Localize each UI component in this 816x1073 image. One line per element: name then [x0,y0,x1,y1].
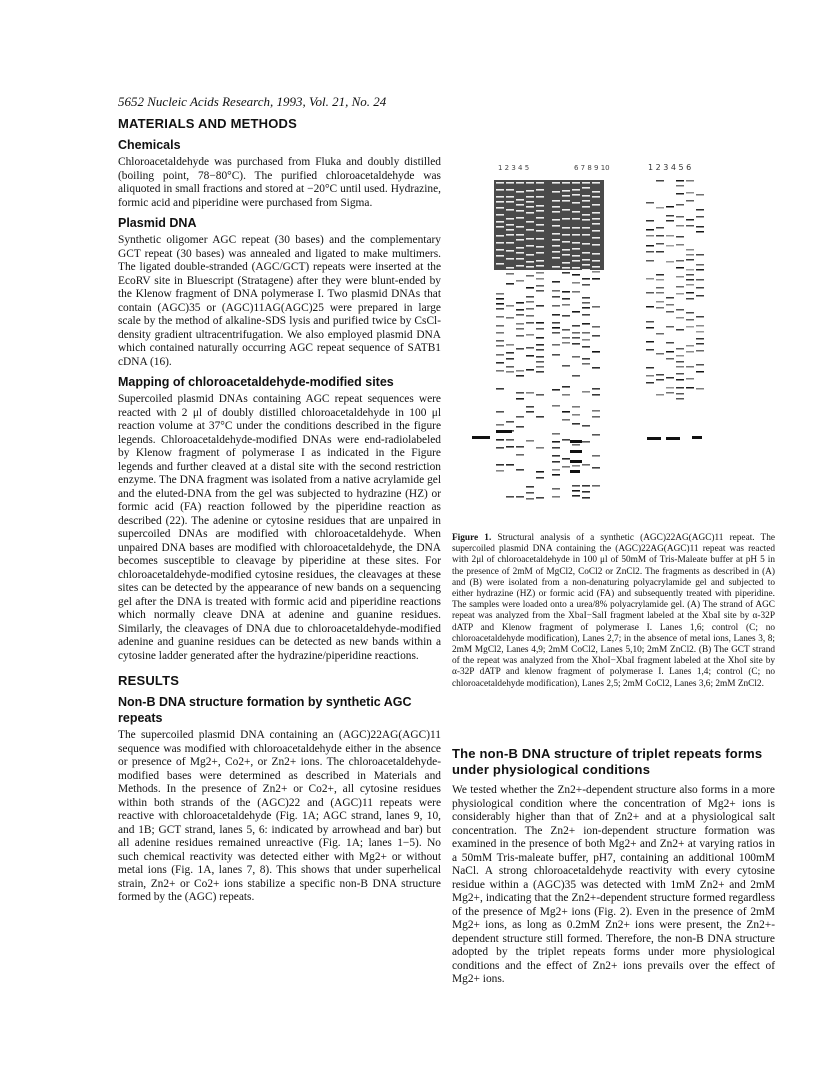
subsection-heading-mapping: Mapping of chloroacetaldehyde-modified sites [118,375,394,389]
paragraph-results: The supercoiled plasmid DNA containing an (AGC)22AG(AGC)11 sequence was modified with chloroacetaldehyde either in the absence or presence of Mg2+, Co2+, or Zn2+ ions. The chloroacetaldehyde-modified bases were determined as described in Materials and Methods. In the presence of Zn2+ or Co2+, all cytosine residues within both strands of the (AGC)22 and (AGC)11 repeats were reactive with chloroacetaldehyde (Fig. 1A; AGC strand, lanes 9, 10, and 1B; GCT strand, lanes 5, 6: indicated by arrowhead and bar) but all adenine residues remained unreactive (Fig. 1A; lanes 1−5). No such chemical reactivity was detected either with Mg2+ or without metal ions (Fig. 1A, lanes 7, 8). This shows that under superhelical strain, Zn2+ or Co2+ ions stabilize a specific non-B DNA structure formed by the (AGC) repeats. [118,729,441,903]
subsection-heading-plasmid: Plasmid DNA [118,216,197,230]
paragraph-chemicals: Chloroacetaldehyde was purchased from Fluka and doubly distilled (boiling point, 78−80°C). The purified chloroacetaldehyde was aliquoted in small fractions and stored at −20°C until used. Hydrazine, formic acid and piperidine were purchased from Sigma. [118,156,441,209]
gel-lane-numbers-a: 1 2 3 4 5 [498,164,530,172]
gel-lane-numbers-b: 1 2 3 4 5 6 [648,163,692,172]
figure-caption [452,533,775,690]
section-heading-physiological: The non-B DNA structure of triplet repeats forms under physiological conditions [452,746,763,777]
paragraph-mapping: Supercoiled plasmid DNAs containing AGC repeat sequences were reacted with 2 μl of doubly distilled chloroacetaldehyde in 100 μl reaction volume at 37°C under the conditions described in the figure legends. Chloroacetaldehyde-modified DNAs were end-radiolabeled by Klenow fragment of polymerase I as indicated in the Figure legends and further cleaved at a distal site with the second restriction enzyme. The DNA fragment was isolated from a native acrylamide gel and the eluted-DNA from the gel was subjected to hydrazine (HZ) or formic acid (FA) reaction followed by the piperidine reaction as described (22). The adenine or cytosine residues that are unpaired in supercoiled DNAs are modified with chloroacetaldehyde. When unpaired DNA bases are modified with chloroacetaldehyde, the DNA becomes susceptible to cleavage by piperidine at these sites. For chloroacetaldehyde-modified cytosine residues, the cleavages at these sites can be detected by the appearance of new bands on a sequencing gel after the DNA is treated with formic acid and piperidine reactions which normally cleave DNA at adenine and guanine residues. Similarly, the cleavages of DNA due to chloroacetaldehyde-modified adenine and guanine residues can be detected as new bands within a cytosine ladder generated after the hydrazine/piperidine reactions. [118,393,441,662]
section-heading-results: RESULTS [118,673,180,688]
gel-image [452,140,732,520]
left-column [118,116,441,910]
running-header: 5652 Nucleic Acids Research, 1993, Vol. 21, No. 24 [118,94,387,109]
gel-lane-numbers-a2: 6 7 8 9 10 [574,164,610,172]
figure-caption-text: Structural analysis of a synthetic (AGC)22AG(AGC)11 repeat. The supercoiled plasmid DNA containing the (AGC)22AG(AGC)11 repeat was reacted with 2μl of chloroacetaldehyde in 100 μl of 50mM of Tris-Maleate buffer at pH 5 in the presence of 2mM of MgCl2, CoCl2 or ZnCl2. The fragments as described in (A) and (B) were isolated from a non-denaturing polyacrylamide gel and subjected to either hydrazine (HZ) or formic acid (FA) and subsequently treated with piperidine. The samples were loaded onto a urea/8% polyacrylamide gel. (A) The strand of AGC repeat was analyzed from the XbaI−SalI fragment labeled at the XbaI site by α-32P dATP and Klenow fragment of polymerase I. Lanes 1,6; control (C; no chloroacetaldehyde modification), Lanes 2,7; in the absence of metal ions, Lanes 3, 8; 2mM MgCl2, Lanes 4,9; 2mM CoCl2, Lanes 5,10; 2mM ZnCl2. (B) The GCT strand of the repeat was analyzed from the XhoI−XbaI fragment labeled at the XhoI site by α-32P dATP and klenow fragment of polymerase I. Lanes 1,4; control (C; no chloroacetaldehyde modification), Lanes 2,5; 2mM CoCl2, Lanes 3,6; 2mM ZnCl2. [452,533,776,689]
paragraph-plasmid: Synthetic oligomer AGC repeat (30 bases) and the complementary GCT repeat (30 bases) was annealed and ligated to make multimers. The ligated double-stranded (AGC/GCT) repeats were inserted at the EcoRV site in Bluescript (Stratagene) after they were blunt-ended by the Klenow fragment of DNA polymerase I. Two plasmid DNAs that contain (AGC)35 or (AGC)11AG(AGC)25 were prepared in large scale by the method of alkaline-SDS lysis and purified twice by CsCl-density gradient ultracentrifugation. We also employed plasmid DNA which contained naturally occurring AGC repeat sequence of SATB1 cDNA (16). [118,234,441,368]
section-heading-methods: MATERIALS AND METHODS [118,116,297,131]
subsection-heading-chemicals: Chemicals [118,138,181,152]
figure-label: Figure 1. [452,533,492,543]
subsection-heading-nonb: Non-B DNA structure formation by synthetic AGC repeats [118,695,412,725]
right-column [452,746,775,992]
paragraph-physiological: We tested whether the Zn2+-dependent structure also forms in a more physiological condition where the concentration of Mg2+ ions is considerably higher than that of Zn2+ and at a physiological salt concentration. The Zn2+ ion-dependent structure formation was examined in the presence of both Mg2+ and Zn2+ at varying ratios in a 50mM Tris-maleate buffer, pH7, containing an additional 100mM NaCl. A strong chloroacetaldehyde reactivity with every cytosine residue within a (AGC)35 was detected with 1mM Zn2+ and 2mM Mg2+, indicating that the Zn2+-dependent structure formed regardless of the presence of Mg2+ ions (Fig. 2). Even in the presence of 2mM Mg2+ ions, as long as 0.2mM Zn2+ ions were present, the Zn2+-dependent structure still formed. Therefore, the non-B DNA structure adopted by the triplet repeats forms under more physiological conditions and the effect of Zn2+ ions prevails over the effect of Mg2+ ions. [452,784,775,985]
